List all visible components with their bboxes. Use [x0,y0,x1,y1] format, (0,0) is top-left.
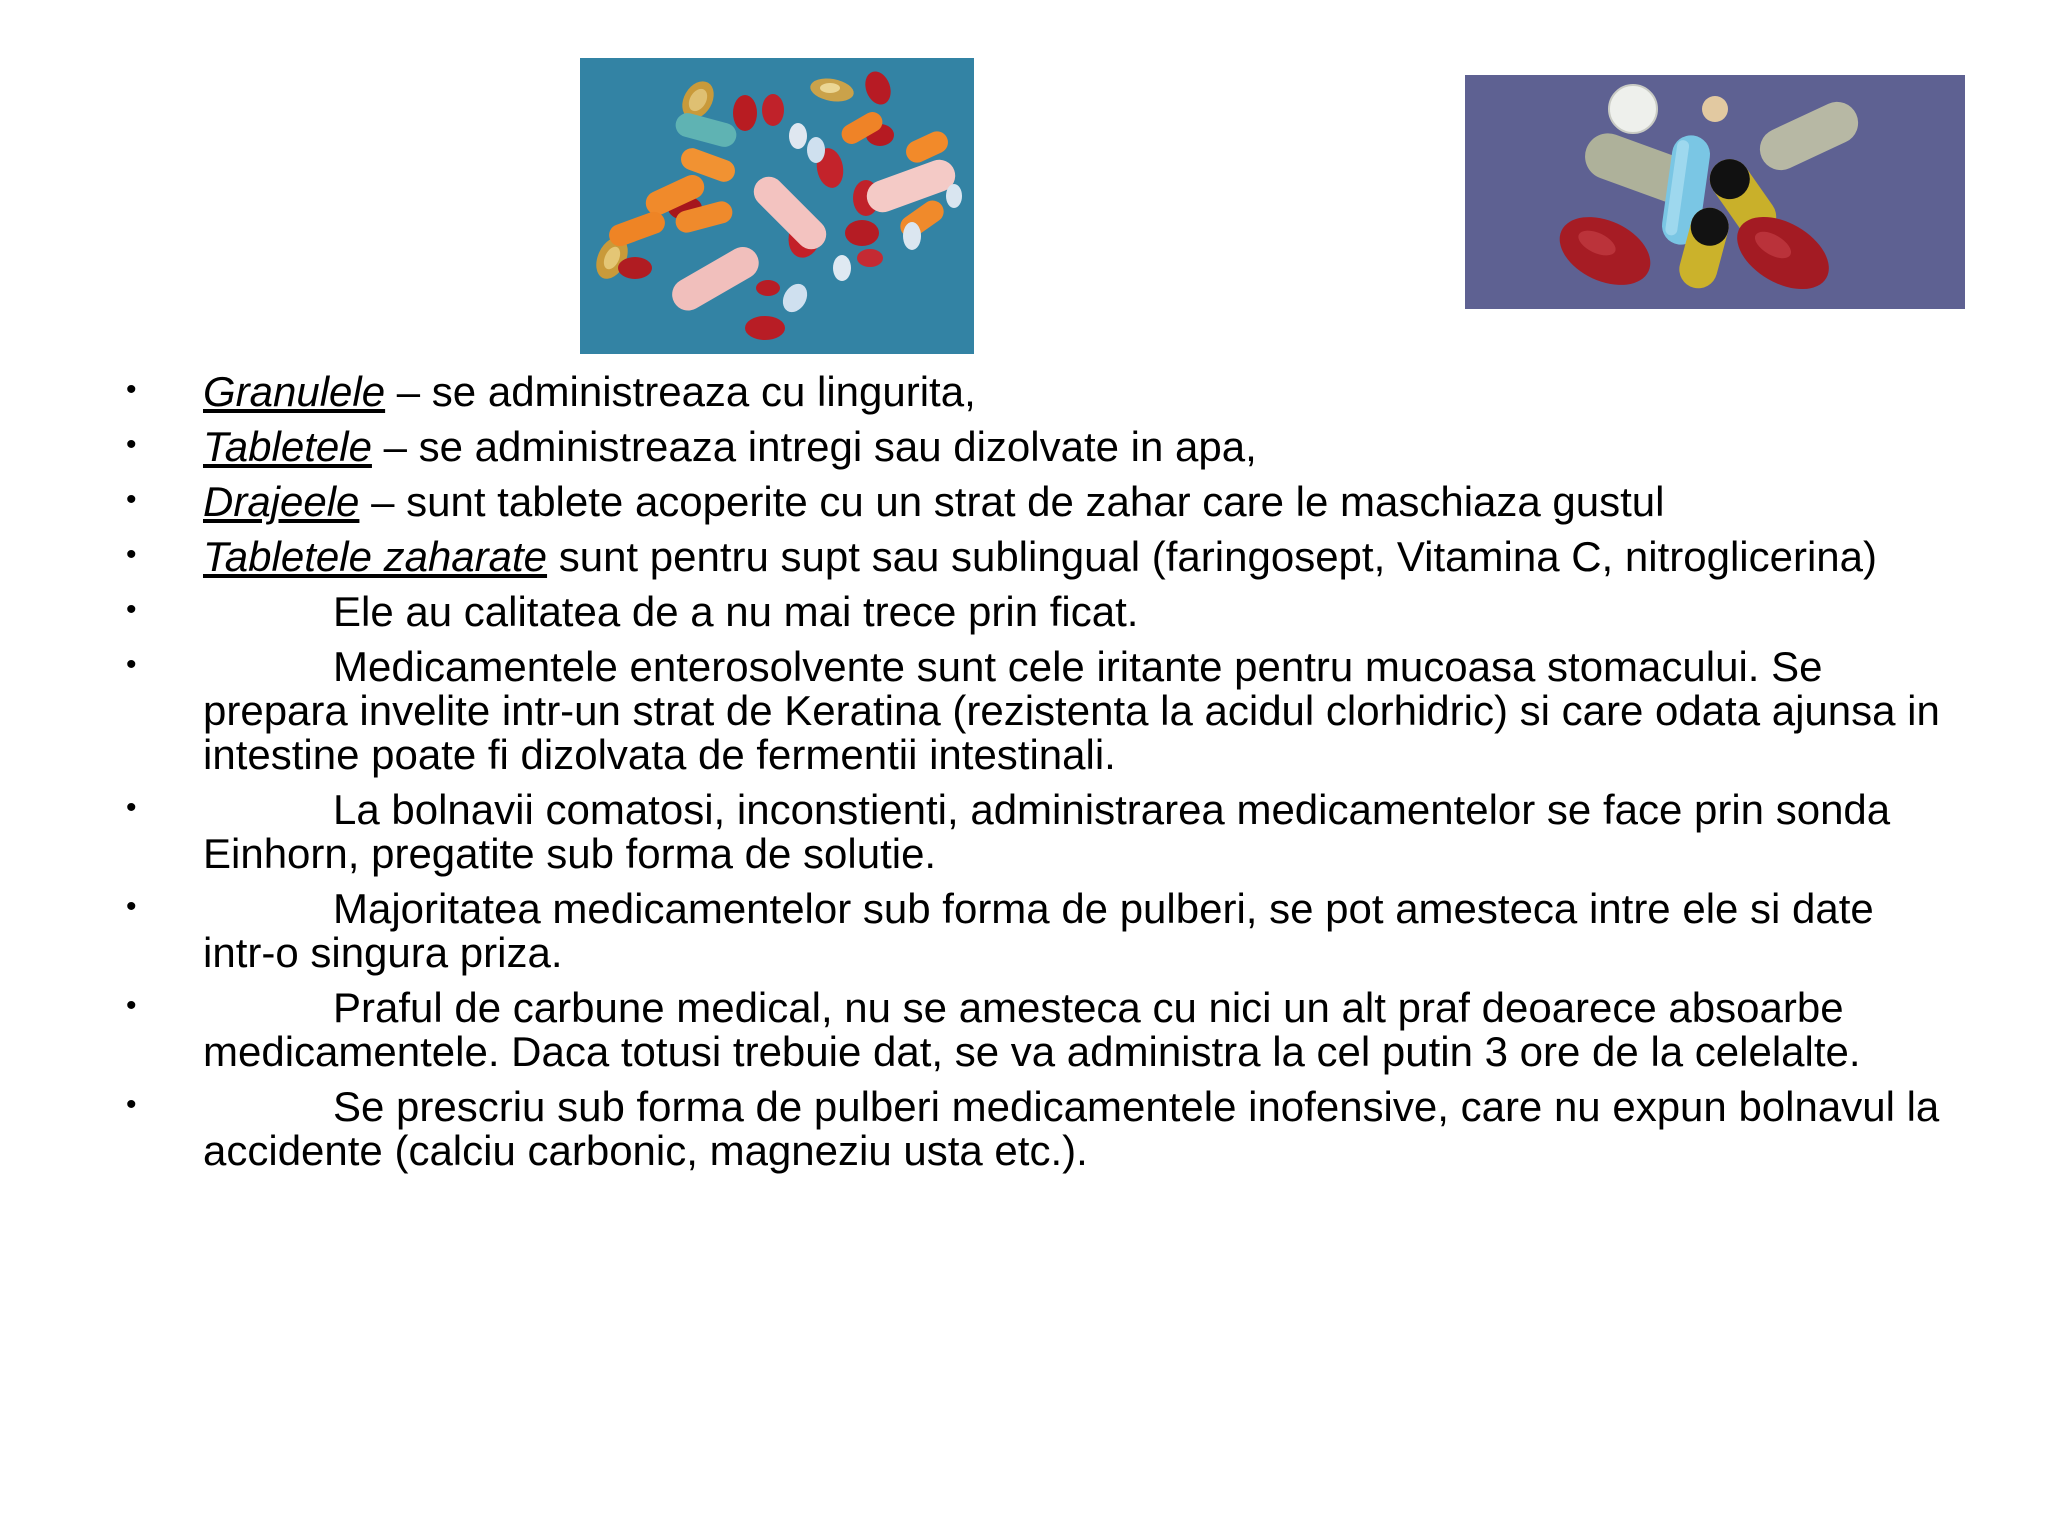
bullet-text: sunt pentru supt sau sublingual (faringosept, Vitamina C, nitroglicerina) [547,533,1877,580]
bullet-text: Medicamentele enterosolvente sunt cele iritante pentru mucoasa stomacului. Se prepara invelite intr-un strat de Keratina (rezistenta la acidul clorhidric) si care odata ajunsa in intestine poate fi dizolvata de fermentii intestinali. [203,643,1940,778]
bullet-icon: • [126,890,137,923]
bullet-icon: • [126,538,137,571]
list-item [126,986,1956,1074]
list-item [126,788,1956,876]
term-tabletele-zaharate: Tabletele zaharate [203,533,548,580]
term-granulele: Granulele [203,368,386,415]
list-item [126,645,1956,777]
term-drajeele: Drajeele [203,478,360,525]
bullet-icon: • [126,791,137,824]
bullet-text: La bolnavii comatosi, inconstienti, administrarea medicamentelor se face prin sonda Einhorn, pregatite sub forma de solutie. [203,786,1891,877]
bullet-text: Praful de carbune medical, nu se amesteca cu nici un alt praf deoarece absoarbe medicamentele. Daca totusi trebuie dat, se va administra la cel putin 3 ore de la celelalte. [203,984,1861,1075]
bullet-list [126,370,1956,1184]
bullet-icon: • [126,593,137,626]
list-item [126,370,1956,414]
list-item [126,590,1956,634]
list-item [126,480,1956,524]
bullet-text: Se prescriu sub forma de pulberi medicamentele inofensive, care nu expun bolnavul la accidente (calciu carbonic, magneziu usta etc.). [203,1083,1940,1174]
bullet-icon: • [126,1088,137,1121]
bullet-text: – se administreaza cu lingurita, [385,368,976,415]
colorful-pills-photo [580,58,974,354]
bullet-icon: • [126,648,137,681]
list-item [126,425,1956,469]
bullet-text: – sunt tablete acoperite cu un strat de zahar care le maschiaza gustul [359,478,1665,525]
bullet-icon: • [126,428,137,461]
bullet-icon: • [126,373,137,406]
list-item [126,887,1956,975]
bullet-icon: • [126,483,137,516]
bullet-text: Ele au calitatea de a nu mai trece prin ficat. [333,588,1139,635]
capsules-tablets-photo [1465,75,1965,309]
list-item [126,1085,1956,1173]
list-item [126,535,1956,579]
bullet-icon: • [126,989,137,1022]
term-tabletele: Tabletele [203,423,372,470]
bullet-text: Majoritatea medicamentelor sub forma de pulberi, se pot amesteca intre ele si date intr-o singura priza. [203,885,1874,976]
bullet-text: – se administreaza intregi sau dizolvate in apa, [371,423,1257,470]
